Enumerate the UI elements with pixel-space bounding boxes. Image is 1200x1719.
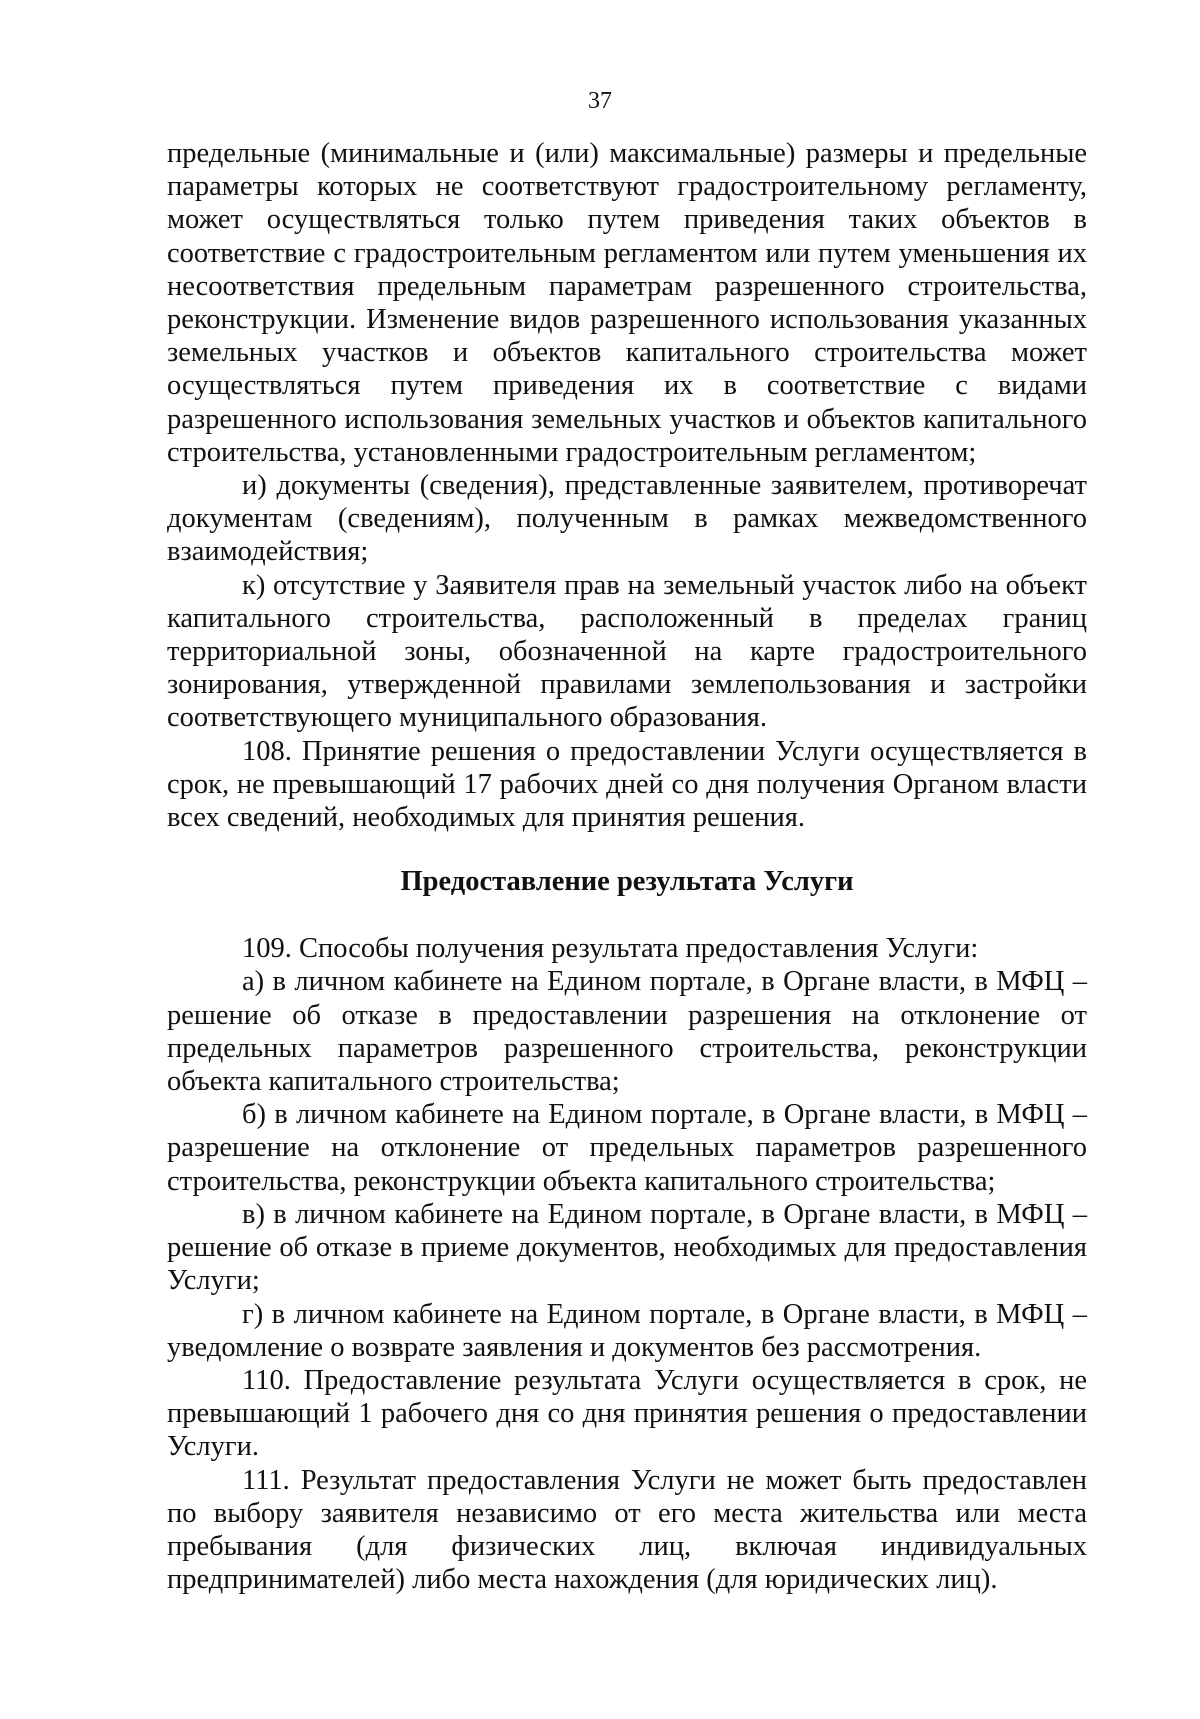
- paragraph-111: 111. Результат предоставления Услуги не может быть предоставлен по выбору заявителя независимо от его места жительства или места пребывания (для физических лиц, включая индивидуальных предпринимателей) либо места нахождения (для юридических лиц).: [167, 1464, 1087, 1596]
- paragraph-item-k: к) отсутствие у Заявителя прав на земельный участок либо на объект капитального строительства, расположенный в пределах границ территориальной зоны, обозначенной на карте градостроительного зонирования, утвержденной правилами землепользования и застройки соответствующего муниципального образования.: [167, 569, 1087, 734]
- paragraph-108: 108. Принятие решения о предоставлении Услуги осуществляется в срок, не превышающий 17 рабочих дней со дня получения Органом власти всех сведений, необходимых для принятия решения.: [167, 735, 1087, 834]
- page-number: 37: [588, 88, 612, 114]
- paragraph-item-a: а) в личном кабинете на Едином портале, в Органе власти, в МФЦ – решение об отказе в предоставлении разрешения на отклонение от предельных параметров разрешенного строительства, реконструкции объекта капитального строительства;: [167, 966, 1087, 1098]
- paragraph-110: 110. Предоставление результата Услуги осуществляется в срок, не превышающий 1 рабочего дня со дня принятия решения о предоставлении Услуги.: [167, 1364, 1087, 1463]
- paragraph-item-i: и) документы (сведения), представленные заявителем, противоречат документам (сведениям), полученным в рамках межведомственного взаимодействия;: [167, 470, 1087, 568]
- paragraph-109: 109. Способы получения результата предоставления Услуги:: [242, 933, 979, 965]
- paragraph-continuation: предельные (минимальные и (или) максимальные) размеры и предельные параметры которых не соответствуют градостроительному регламенту, может осуществляться только путем приведения таких объектов в соответствие с градостроительным регламентом или путем уменьшения их несоответствия предельным параметрам разрешенного строительства, реконструкции. Изменение видов разрешенного использования указанных земельных участков и объектов капитального строительства может осуществляться путем приведения их в соответствие с видами разрешенного использования земельных участков и объектов капитального строительства, установленными градостроительным регламентом;: [167, 138, 1087, 468]
- paragraph-item-v: в) в личном кабинете на Едином портале, в Органе власти, в МФЦ – решение об отказе в приеме документов, необходимых для предоставления Услуги;: [167, 1198, 1087, 1297]
- document-body: [167, 137, 1087, 1596]
- paragraph-item-g: г) в личном кабинете на Едином портале, в Органе власти, в МФЦ – уведомление о возврате заявления и документов без рассмотрения.: [167, 1298, 1087, 1363]
- paragraph-item-b: б) в личном кабинете на Едином портале, в Органе власти, в МФЦ – разрешение на отклонение от предельных параметров разрешенного строительства, реконструкции объекта капитального строительства;: [167, 1099, 1087, 1197]
- section-heading: Предоставление результата Услуги: [400, 866, 854, 898]
